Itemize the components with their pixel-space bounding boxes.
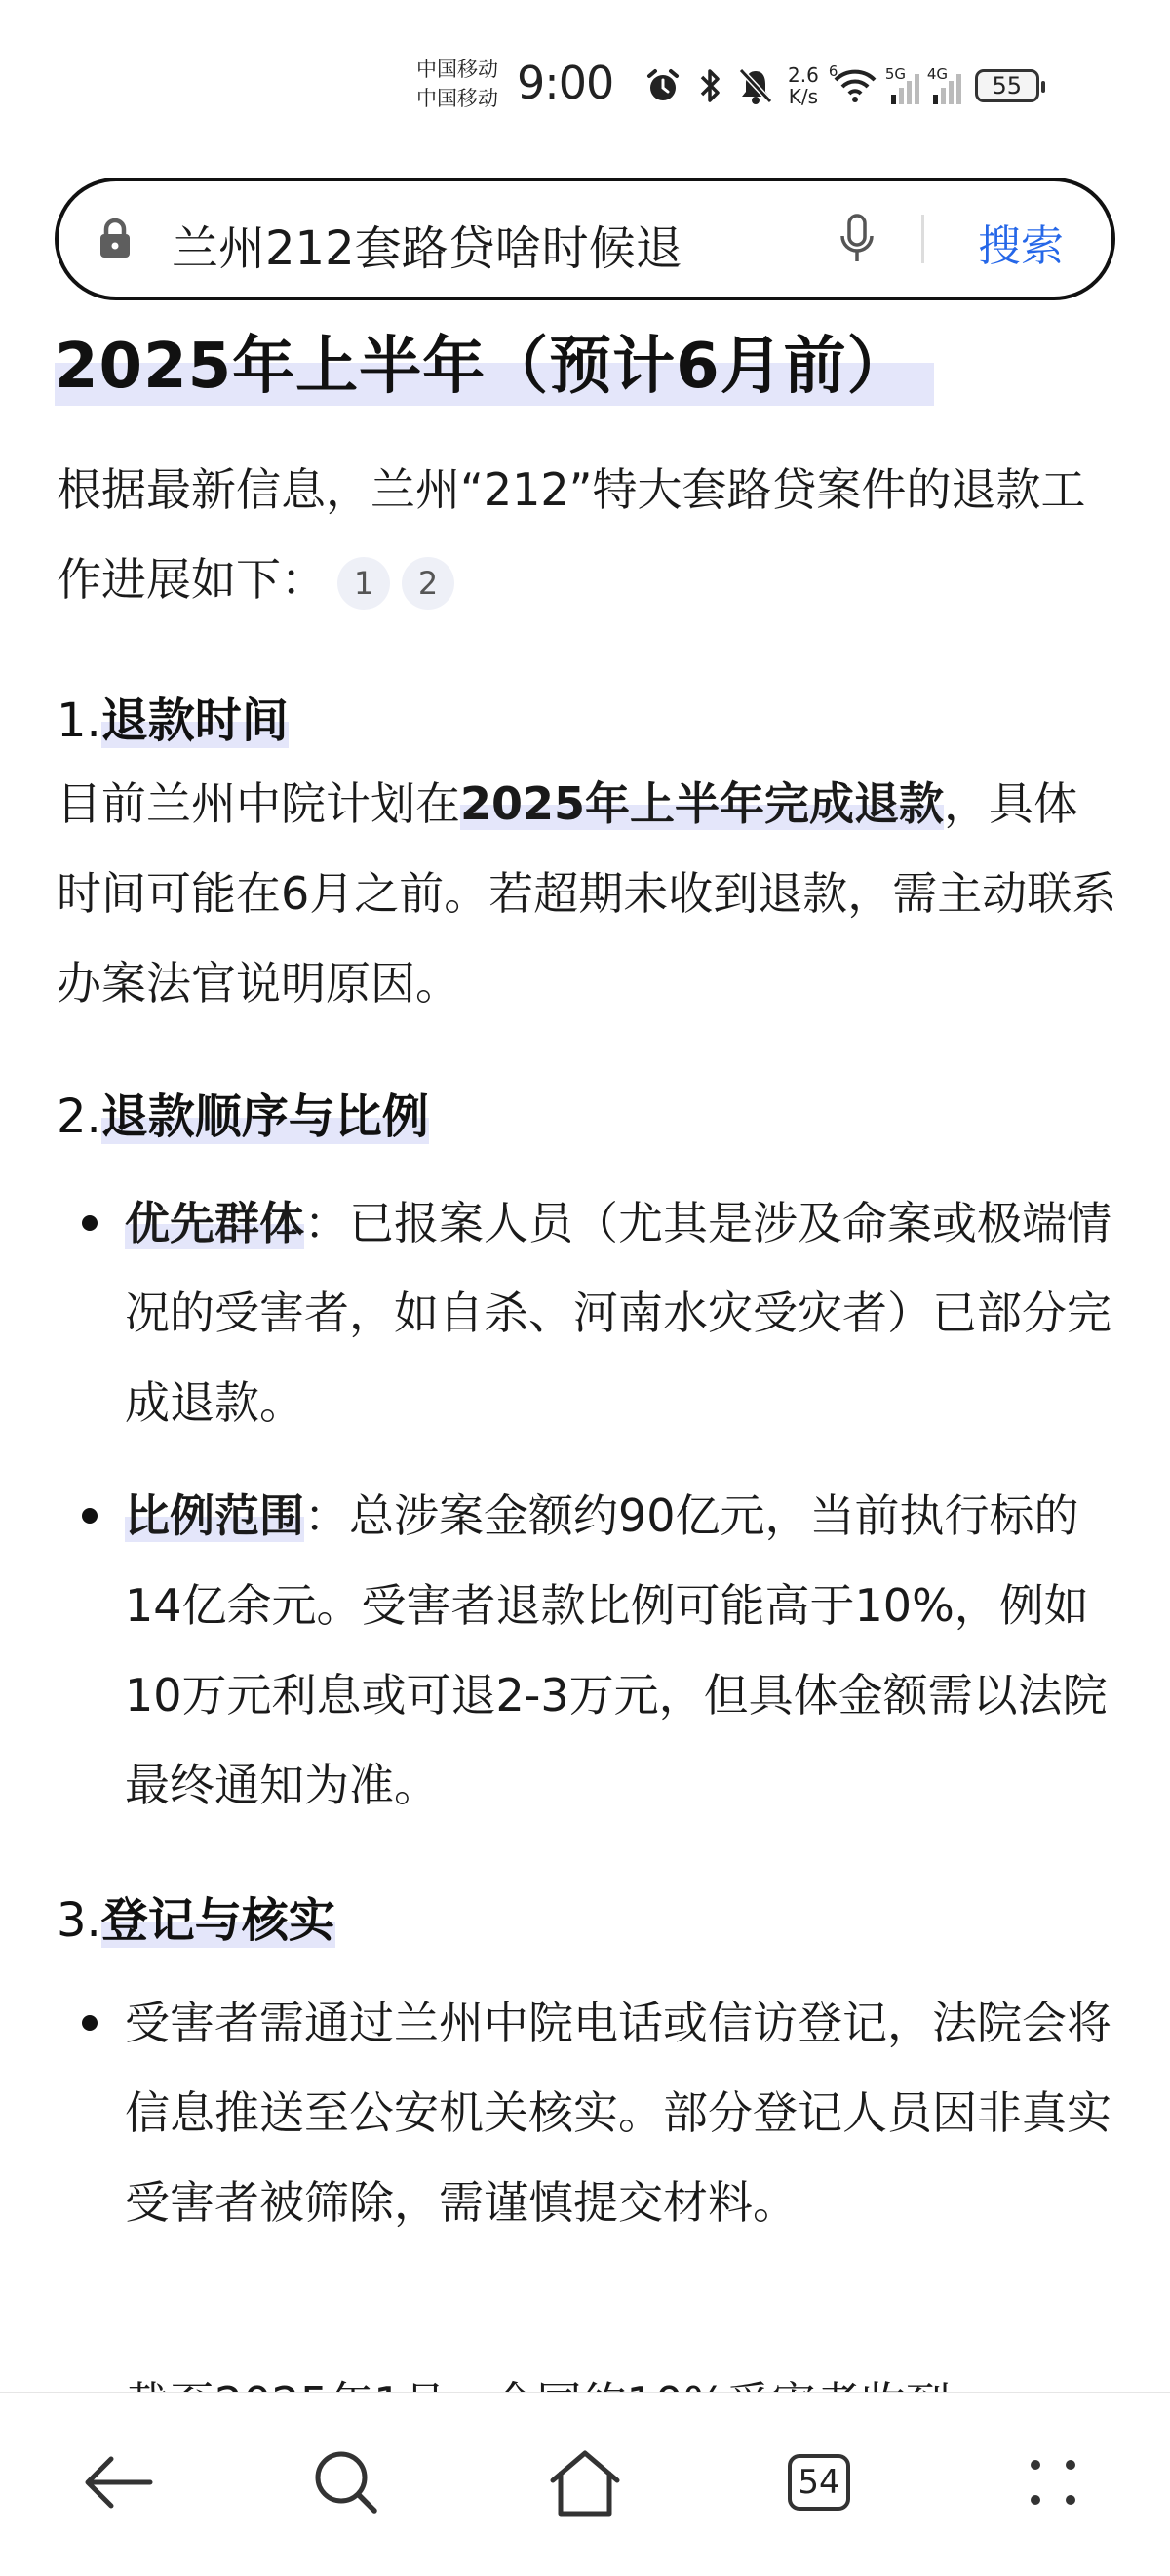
- intro-paragraph: [57, 445, 1119, 624]
- bullet-dot: [82, 1508, 98, 1524]
- mute-icon: [737, 66, 774, 105]
- signal-icon-2: [926, 65, 961, 104]
- net-speed-value: 2.6: [788, 63, 819, 87]
- search-input[interactable]: 兰州212套路贷啥时候退: [172, 221, 682, 276]
- net-speed-unit: K/s: [788, 85, 819, 108]
- section-2-heading: [57, 1079, 429, 1146]
- section-3-title: 登记与核实: [100, 1893, 335, 1948]
- citation-2[interactable]: 2: [402, 557, 454, 610]
- back-button[interactable]: [68, 2434, 166, 2531]
- lock-icon: [98, 217, 133, 259]
- battery-icon: [975, 69, 1039, 102]
- search-icon: [312, 2448, 380, 2517]
- status-bar: [0, 0, 1170, 166]
- section-1-body: [57, 759, 1119, 1028]
- section-1-body-bold: 2025年上半年完成退款: [460, 777, 945, 830]
- bluetooth-icon: [696, 66, 723, 105]
- alarm-icon: [644, 66, 682, 105]
- signal-2-tag: 4G: [926, 65, 948, 83]
- section-2-number: 2.: [57, 1090, 101, 1144]
- status-icons: [644, 59, 1039, 113]
- section-3-heading: [57, 1882, 335, 1950]
- net-speed: [788, 64, 819, 107]
- microphone-icon[interactable]: [838, 213, 876, 267]
- search-button[interactable]: 搜索: [978, 221, 1064, 271]
- bullet-text: 受害者需通过兰州中院电话或信访登记，法院会将信息推送至公安机关核实。部分登记人员因非真实受害者被筛除，需谨慎提交材料。: [125, 1997, 1112, 2229]
- section-1-number: 1.: [57, 694, 101, 748]
- carrier-1: 中国移动: [416, 58, 498, 81]
- bullet-text: ：总涉案金额约90亿元，当前执行标的14亿余元。受害者退款比例可能高于10%，例如10万元利息或可退2-3万元，但具体金额需以法院最终通知为准。: [125, 1489, 1108, 1811]
- bullet-text: ：已报案人员（尤其是涉及命案或极端情况的受害者，如自杀、河南水灾受灾者）已部分完成退款。: [125, 1197, 1112, 1429]
- wifi-icon: [833, 68, 878, 103]
- carrier-2: 中国移动: [416, 87, 498, 110]
- home-button[interactable]: [536, 2434, 634, 2531]
- list-item: [125, 1978, 1129, 2247]
- section-1-title: 退款时间: [100, 694, 289, 748]
- bullet-dot: [82, 2015, 98, 2031]
- section-3-number: 3.: [57, 1893, 101, 1948]
- more-button[interactable]: [1004, 2434, 1102, 2531]
- list-item: [125, 1471, 1129, 1830]
- back-icon: [80, 2453, 154, 2512]
- bottom-nav: [0, 2392, 1170, 2576]
- list-item: [125, 1178, 1129, 1447]
- search-divider: [921, 215, 924, 263]
- citation-1[interactable]: 1: [337, 557, 390, 610]
- tabs-button[interactable]: [770, 2434, 868, 2531]
- tabs-icon: [788, 2454, 850, 2511]
- battery-level: 55: [992, 72, 1023, 99]
- wifi-indicator: [828, 62, 878, 103]
- section-1-heading: [57, 683, 289, 750]
- home-icon: [547, 2447, 623, 2517]
- intro-text: 根据最新信息，兰州“212”特大套路贷案件的退款工作进展如下：: [57, 463, 1086, 606]
- tab-count: 54: [798, 2463, 840, 2502]
- section-1-body-prefix: 目前兰州中院计划在: [57, 777, 460, 830]
- bullet-dot: [82, 1215, 98, 1231]
- search-nav-button[interactable]: [297, 2434, 395, 2531]
- section-1-body-suffix: ，具体时间可能在6月之前。若超期未收到退款，需主动联系办案法官说明原因。: [57, 777, 1117, 1010]
- bullet-label: 优先群体: [125, 1197, 304, 1249]
- wifi-tag: 6: [828, 62, 838, 80]
- search-bar[interactable]: [55, 178, 1115, 300]
- answer-title: 2025年上半年（预计6月前）: [55, 316, 934, 406]
- signal-icon-1: [884, 65, 919, 104]
- more-icon: [1024, 2453, 1082, 2512]
- section-2-title: 退款顺序与比例: [100, 1090, 429, 1144]
- clock: 9:00: [517, 57, 614, 109]
- bullet-label: 比例范围: [125, 1489, 304, 1542]
- carrier-labels: [416, 55, 498, 113]
- signal-1-tag: 5G: [884, 65, 906, 83]
